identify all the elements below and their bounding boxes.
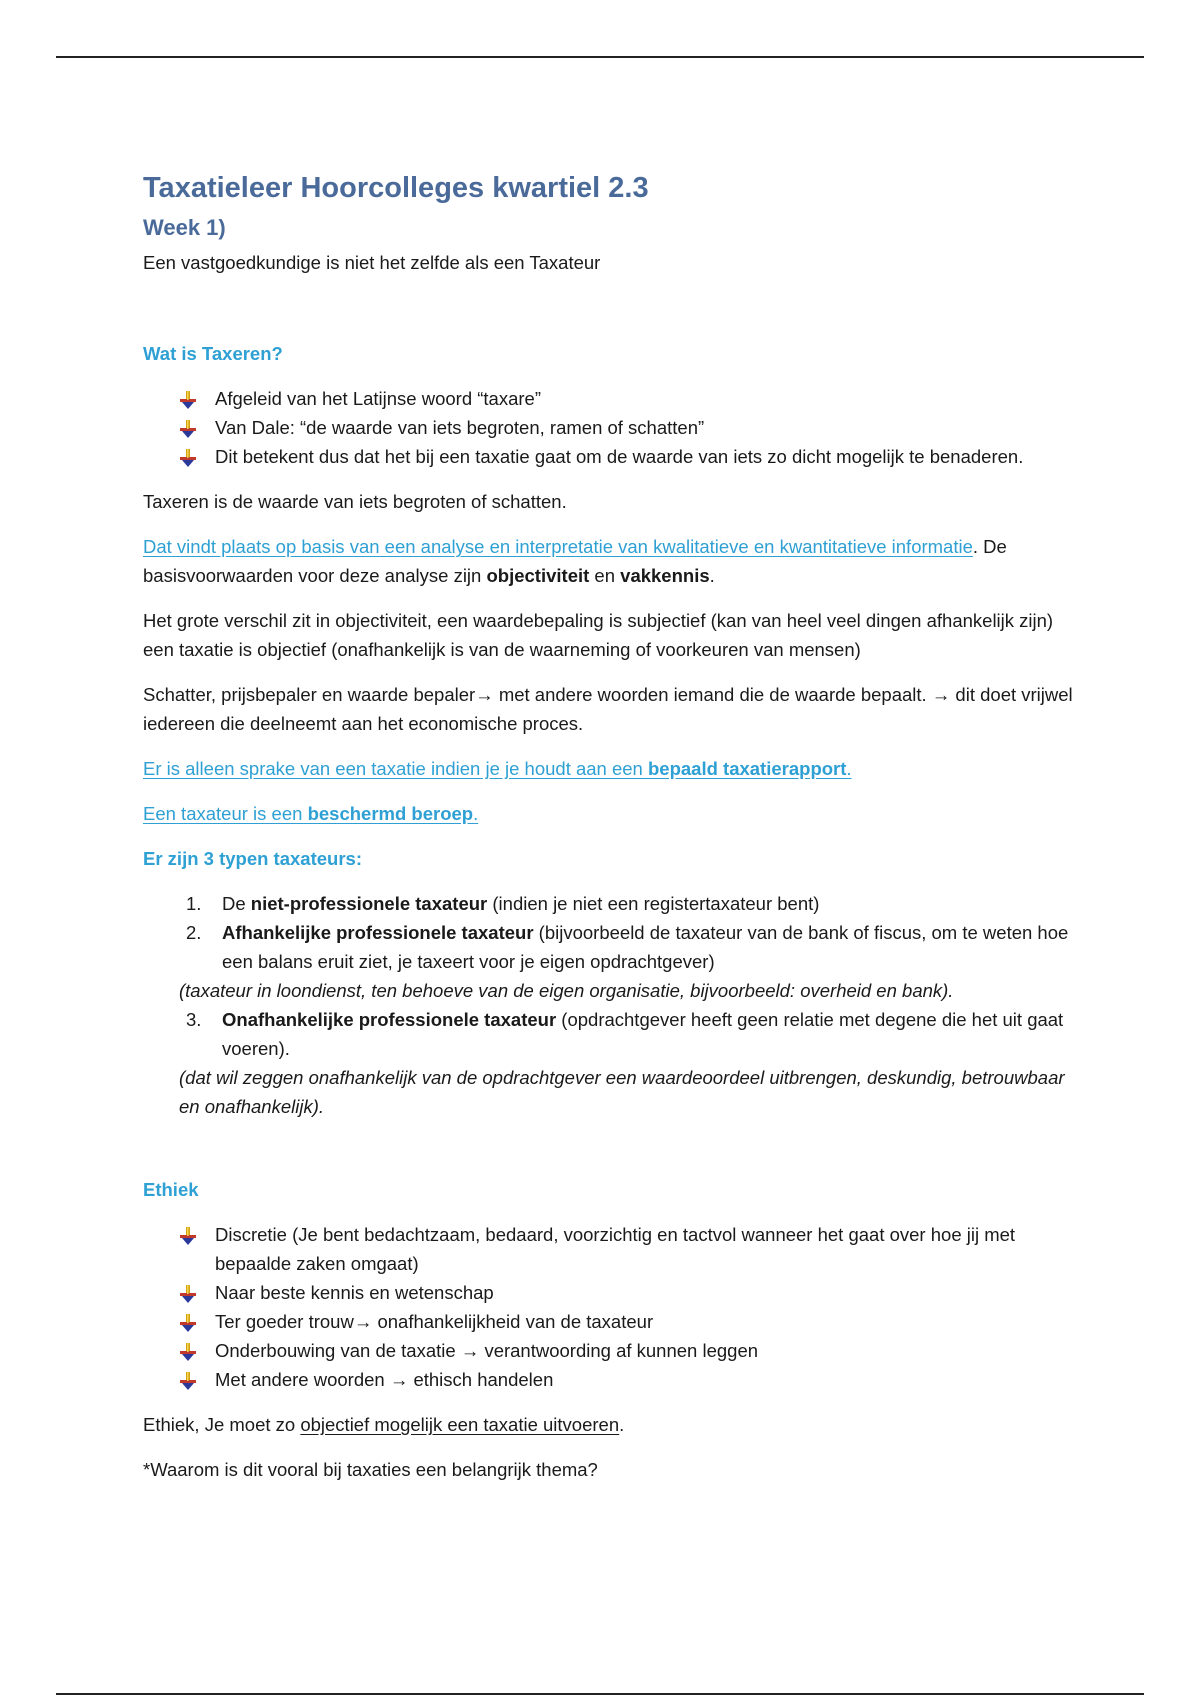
ethiek-paragraph: Ethiek, Je moet zo objectief mogelijk een taxatie uitvoeren.	[143, 1414, 625, 1435]
arrow-down-bullet-icon	[179, 1227, 197, 1245]
list-item: Ter goeder trouw→ onafhankelijkheid van de taxateur	[143, 1307, 1073, 1336]
list-item: 2. Afhankelijke professionele taxateur (bijvoorbeeld de taxateur van de bank of fiscus, om te weten hoe een balans eruit ziet, je taxeert voor je eigen opdrachtgever)	[186, 922, 1069, 972]
week-heading: Week 1)	[143, 215, 226, 240]
definition-paragraph: Taxeren is de waarde van iets begroten of schatten.	[143, 491, 567, 512]
type-3-note: (dat wil zeggen onafhankelijk van de opdrachtgever een waardeoordeel uitbrengen, deskundig, betrouwbaar en onafhankelijk).	[179, 1067, 1065, 1117]
section-heading-typen-taxateurs: Er zijn 3 typen taxateurs:	[143, 848, 362, 869]
list-item: Onderbouwing van de taxatie → verantwoording af kunnen leggen	[143, 1336, 1073, 1365]
list-item: Met andere woorden → ethisch handelen	[143, 1365, 1073, 1394]
list-item: Dit betekent dus dat het bij een taxatie gaat om de waarde van iets zo dicht mogelijk te benaderen.	[143, 442, 1073, 471]
objectivity-paragraph: Het grote verschil zit in objectiviteit, een waardebepaling is subjectief (kan van heel veel dingen afhankelijk zijn) een taxatie is objectief (onafhankelijk is van de waarneming of voorkeuren van mensen)	[143, 610, 1054, 660]
arrow-down-bullet-icon	[179, 1314, 197, 1332]
section-heading-wat-is-taxeren: Wat is Taxeren?	[143, 343, 283, 364]
list-item: Afgeleid van het Latijnse woord “taxare”	[143, 384, 1073, 413]
list-item: 3. Onafhankelijke professionele taxateur (opdrachtgever heeft geen relatie met degene die het uit gaat voeren).	[186, 1009, 1064, 1059]
arrow-down-bullet-icon	[179, 420, 197, 438]
question-paragraph: *Waarom is dit vooral bij taxaties een belangrijk thema?	[143, 1459, 598, 1480]
list-item: 1. De niet-professionele taxateur (indien je niet een registertaxateur bent)	[186, 893, 820, 914]
taxatierapport-link[interactable]: Er is alleen sprake van een taxatie indien je je houdt aan een bepaald taxatierapport.	[143, 758, 852, 779]
list-item: Discretie (Je bent bedachtzaam, bedaard, voorzichtig en tactvol wanneer het gaat over hoe jij met bepaalde zaken omgaat)	[143, 1220, 1073, 1278]
analysis-link[interactable]: Dat vindt plaats op basis van een analyse en interpretatie van kwalitatieve en kwantitatieve informatie	[143, 536, 973, 557]
document-body	[143, 170, 1073, 1484]
top-rule	[56, 56, 1144, 58]
arrow-down-bullet-icon	[179, 449, 197, 467]
intro-paragraph: Een vastgoedkundige is niet het zelfde als een Taxateur	[143, 252, 601, 273]
arrow-down-bullet-icon	[179, 1343, 197, 1361]
arrow-down-bullet-icon	[179, 1285, 197, 1303]
estimator-paragraph: Schatter, prijsbepaler en waarde bepaler→ met andere woorden iemand die de waarde bepaalt. → dit doet vrijwel iedereen die deelneemt aan het economische proces.	[143, 684, 1073, 734]
arrow-down-bullet-icon	[179, 1372, 197, 1390]
type-2-note: (taxateur in loondienst, ten behoeve van de eigen organisatie, bijvoorbeeld: overheid en bank).	[179, 980, 954, 1001]
document-title: Taxatieleer Hoorcolleges kwartiel 2.3	[143, 172, 649, 204]
ethiek-bullet-list	[143, 1220, 1073, 1394]
list-item: Van Dale: “de waarde van iets begroten, ramen of schatten”	[143, 413, 1073, 442]
beschermd-beroep-link[interactable]: Een taxateur is een beschermd beroep.	[143, 803, 479, 824]
arrow-down-bullet-icon	[179, 391, 197, 409]
section-heading-ethiek: Ethiek	[143, 1179, 199, 1200]
taxeren-bullet-list	[143, 384, 1073, 471]
taxateur-types-list-cont	[143, 1005, 1073, 1063]
analysis-paragraph: Dat vindt plaats op basis van een analyse en interpretatie van kwalitatieve en kwantitatieve informatie. De basisvoorwaarden voor deze analyse zijn objectiviteit en vakkennis.	[143, 536, 1007, 586]
list-item: Naar beste kennis en wetenschap	[143, 1278, 1073, 1307]
bottom-rule	[56, 1693, 1144, 1695]
taxateur-types-list	[143, 889, 1073, 976]
taxatierapport-paragraph	[143, 754, 1073, 783]
beschermd-beroep-paragraph	[143, 799, 1073, 828]
